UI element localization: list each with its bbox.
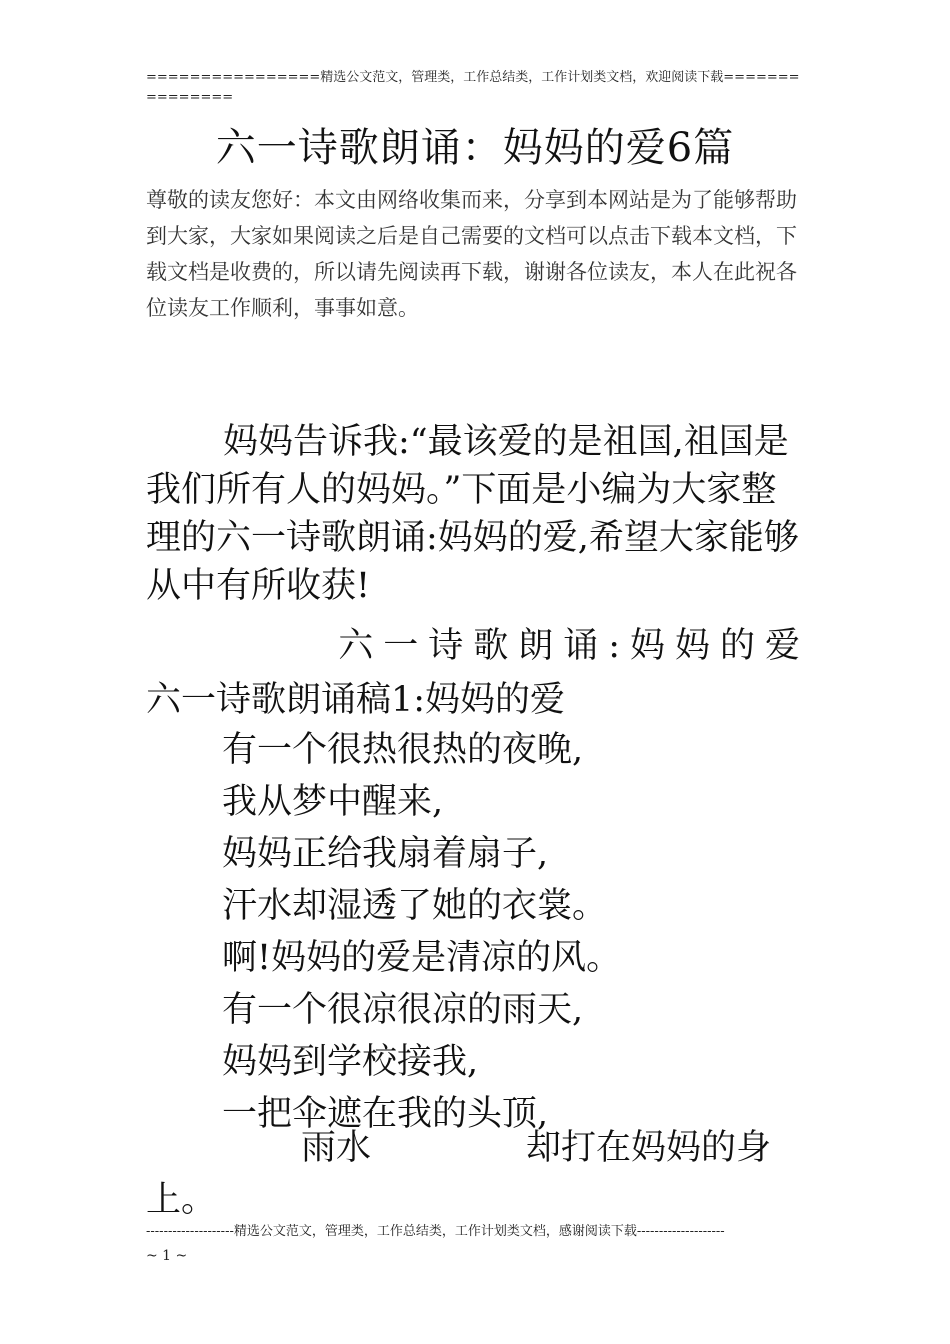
poem-line: 我从梦中醒来, [222,782,444,822]
poem-line-part: 上。 [146,1180,217,1220]
poem-line: 有一个很热很热的夜晚, [222,730,584,770]
intro-paragraph: 妈妈告诉我:“最该爱的是祖国,祖国是我们所有人的妈妈。”下面是小编为大家整理的六一诗歌朗诵:妈妈的爱,希望大家能够从中有所收获! [146,422,799,606]
document-title: 六一诗歌朗诵：妈妈的爱6篇 [215,125,735,171]
poem-line: 啊!妈妈的爱是清凉的风。 [222,938,622,978]
poem-title: 六一诗歌朗诵稿1:妈妈的爱 [146,680,566,720]
page-number: ~ 1 ~ [146,1248,188,1264]
footer-banner: --------------------精选公文范文，管理类，工作总结类，工作计划类文档，感谢阅读下载-------------------- [146,1224,725,1239]
poem-line: 一把伞遮在我的头顶, [222,1094,549,1134]
poem-line: 妈妈正给我扇着扇子, [222,834,549,874]
poem-line: 汗水却湿透了她的衣裳。 [222,886,608,926]
poem-line: 妈妈到学校接我, [222,1042,479,1082]
poem-line-part: 雨水 [301,1128,372,1168]
header-banner: ================精选公文范文，管理类，工作总结类，工作计划类文档，欢迎阅读下载=============== [146,70,800,105]
poem-last-line [146,1122,810,1226]
section-subheading: 六一诗歌朗诵:妈妈的爱 [338,626,810,666]
poem-line: 有一个很凉很凉的雨天, [222,990,584,1030]
reader-notice: 尊敬的读友您好：本文由网络收集而来，分享到本网站是为了能够帮助到大家，大家如果阅读之后是自己需要的文档可以点击下载本文档，下载文档是收费的，所以请先阅读再下载，谢谢各位读友，本人在此祝各位读友工作顺利，事事如意。 [146,188,797,320]
poem-line-part: 却打在妈妈的身 [526,1128,772,1168]
poem-body [222,724,812,1140]
